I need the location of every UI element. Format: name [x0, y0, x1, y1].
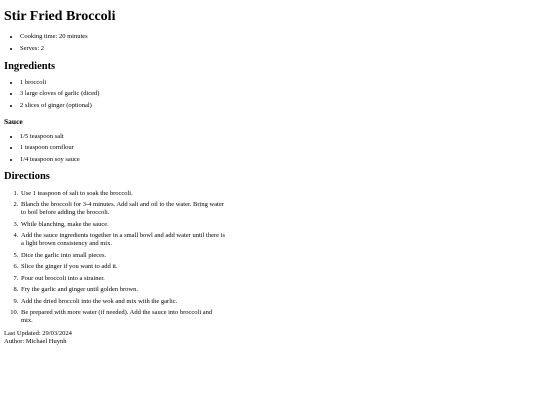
recipe-page [4, 0, 540, 346]
direction-step: 5. Dice the garlic into small pieces. [20, 252, 225, 260]
sauce-list [4, 133, 540, 164]
ingredients-list [4, 79, 540, 110]
direction-step: 3. While blanching, make the sauce. [20, 221, 225, 229]
direction-step: 10. Be prepared with more water (if needed). Add the sauce into broccoli and mix. [20, 309, 225, 325]
sauce-item: • 1/5 teaspoon salt [20, 133, 540, 141]
ingredients-heading: Ingredients [4, 60, 56, 72]
page-title: Stir Fried Broccoli [4, 9, 116, 24]
direction-step: 7. Pour out broccoli into a strainer. [20, 275, 225, 283]
direction-step: 6. Slice the ginger if you want to add it. [20, 263, 225, 271]
ingredient-item: • 3 large cloves of garlic (diced) [20, 90, 540, 98]
servings: • Serves: 2 [20, 45, 540, 53]
sauce-item: • 1/4 teaspoon soy sauce [20, 156, 540, 164]
directions-heading: Directions [4, 170, 50, 182]
direction-step: 8. Fry the garlic and ginger until golden brown. [20, 286, 225, 294]
direction-step: 9. Add the dried broccoli into the wok and mix with the garlic. [20, 298, 225, 306]
sauce-item: • 1 teaspoon cornflour [20, 144, 540, 152]
recipe-meta-list [4, 33, 540, 53]
direction-step: 1. Use 1 teaspoon of salt to soak the broccoli. [20, 190, 225, 198]
cooking-time: • Cooking time: 20 minutes [20, 33, 540, 41]
author: Author: Michael Huynh [4, 338, 67, 345]
directions-list [4, 190, 225, 326]
ingredient-item: • 2 slices of ginger (optional) [20, 102, 540, 110]
ingredient-item: • 1 broccoli [20, 79, 540, 87]
direction-step: 2. Blanch the broccoli for 3-4 minutes. Add salt and oil to the water. Bring water to boil before adding the broccoli. [20, 201, 225, 217]
sauce-heading: Sauce [4, 116, 23, 126]
direction-step: 4. Add the sauce ingredients together in a small bowl and add water until there is a light brown consistency and mix. [20, 232, 225, 248]
page-footer [4, 330, 540, 346]
last-updated: Last Updated: 29/03/2024 [4, 330, 72, 337]
